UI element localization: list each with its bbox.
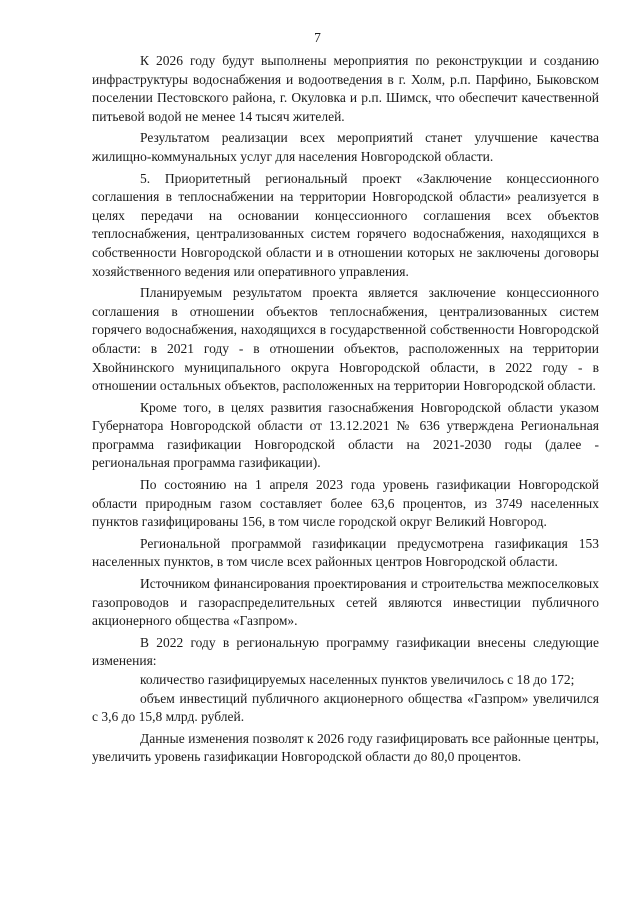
paragraph-funding-source: Источником финансирования проектирования и строительства межпоселковых газопроводов и газораспределительных сетей являются инвестиции публичного акционерного общества «Газпром». — [92, 576, 599, 629]
paragraph-water-supply: К 2026 году будут выполнены мероприятия по реконструкции и созданию инфраструктуры водоснабжения и водоотведения в г. Холм, р.п. Парфино, Быковском поселении Пестовского района, г. Окуловка и р.п. Шимск, что обеспечит качественной питьевой водой не менее 14 тысяч жителей. — [92, 53, 599, 124]
paragraph-program-scope: Региональной программой газификации предусмотрена газификация 153 населенных пунктов, в том числе всех районных центров Новгородской области. — [92, 535, 599, 570]
paragraph-result: Результатом реализации всех мероприятий станет улучшение качества жилищно-коммунальных услуг для населения Новгородской области. — [92, 130, 599, 164]
paragraph-changes-intro: В 2022 году в региональную программу газификации внесены следующие изменения: — [92, 634, 599, 669]
page-number: 7 — [314, 30, 321, 45]
paragraph-gasification-program: Кроме того, в целях развития газоснабжения Новгородской области указом Губернатора Новгородской области от 13.12.2021 № 636 утверждена Региональная программа газификации Новгородской области на 2021-2030 годы (далее - региональная программа газификации). — [92, 399, 599, 471]
paragraph-conclusion: Данные изменения позволят к 2026 году газифицировать все районные центры, увеличить уровень газификации Новгородской области до 80,0 процентов. — [92, 730, 599, 765]
paragraph-change-settlements: количество газифицируемых населенных пунктов увеличилось с 18 до 172; — [140, 672, 575, 687]
paragraph-planned-result: Планируемым результатом проекта является заключение концессионного соглашения в отношении объектов теплоснабжения, централизованных систем горячего водоснабжения, находящихся в государственной собственности Новгородской области: в 2021 году - в отношении объектов, расположенных на территории Хвойнинского муниципального округа Новгородской области, в 2022 году - в отношении остальных объектов, расположенных на территории Новгородской области. — [92, 285, 599, 394]
paragraph-project-5: 5. Приоритетный региональный проект «Заключение концессионного соглашения в теплоснабжении на территории Новгородской области» реализуется в целях передачи на основании концессионного соглашения всех объектов теплоснабжения, централизованных систем горячего водоснабжения, находящихся в собственности Новгородской области и в отношении которых не заключены договоры хозяйственного ведения или оперативного управления. — [92, 170, 599, 279]
paragraph-gasification-level: По состоянию на 1 апреля 2023 года уровень газификации Новгородской области природным газом составляет более 63,6 процентов, из 3749 населенных пунктов газифицированы 156, в том числе городской округ Великий Новгород. — [92, 477, 599, 530]
paragraph-change-investments: объем инвестиций публичного акционерного общества «Газпром» увеличился с 3,6 до 15,8 млрд. рублей. — [92, 690, 599, 725]
document-body — [92, 52, 599, 770]
